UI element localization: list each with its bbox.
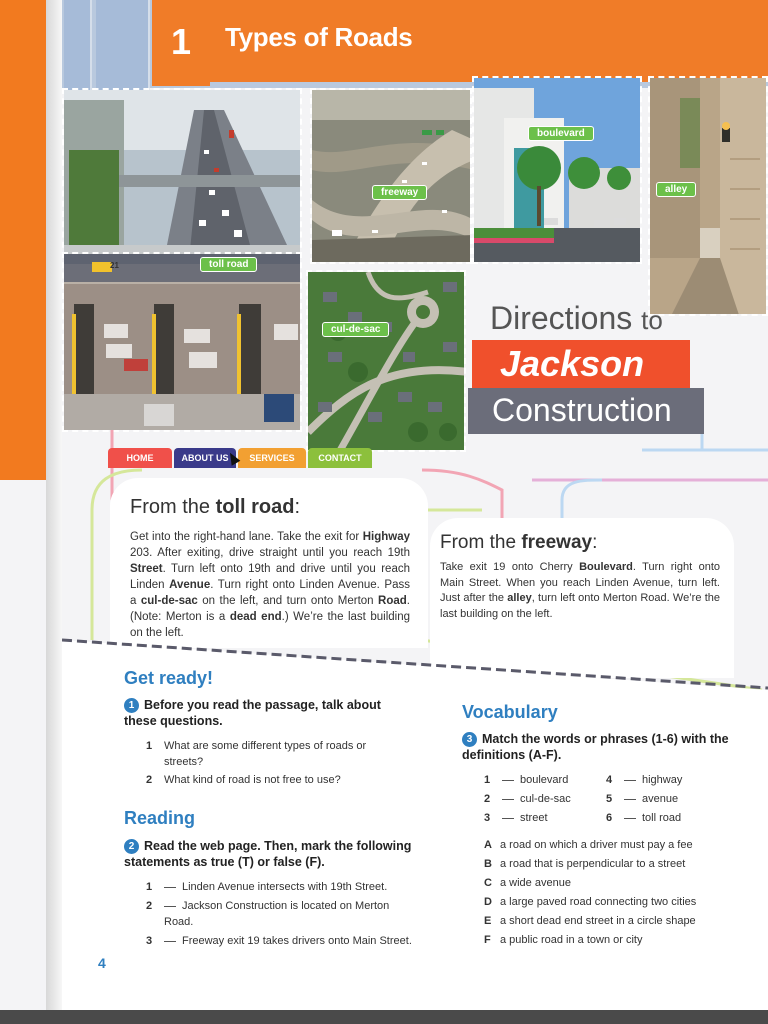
get-ready-item — [146, 738, 396, 770]
photo-highway — [62, 88, 302, 258]
answer-blank[interactable] — [164, 887, 176, 888]
word-number: 4 — [606, 774, 613, 786]
photo-freeway — [310, 88, 472, 264]
definition-text: a short dead end street in a circle shape — [500, 915, 696, 927]
answer-blank[interactable] — [624, 780, 636, 781]
heading-pre: From the — [440, 532, 517, 553]
photo-toll-booths — [62, 252, 302, 432]
definition-text: a road that is perpendicular to a street — [500, 858, 686, 870]
reading-item — [146, 933, 436, 949]
word-text: cul-de-sac — [520, 793, 571, 805]
directions-title-line1 — [490, 300, 663, 337]
nav-tab-about-us[interactable]: ABOUT US — [174, 448, 236, 468]
answer-blank[interactable] — [502, 818, 514, 819]
vocab-definition — [484, 913, 696, 929]
reading-title: Reading — [124, 808, 196, 828]
tag-alley: alley — [656, 182, 696, 197]
page-number: 4 — [98, 955, 106, 971]
freeway-heading — [440, 532, 720, 554]
get-ready-title: Get ready! — [124, 668, 214, 688]
toll-road-panel — [110, 478, 428, 648]
dashed-divider — [62, 630, 768, 700]
item-text: Freeway exit 19 takes drivers onto Main Street. — [182, 935, 412, 947]
directions-title-line2: Jackson — [500, 343, 645, 384]
definition-letter: F — [484, 934, 491, 946]
page-bottom-edge — [0, 1010, 768, 1024]
vocab-word — [484, 772, 594, 788]
directions-word: Directions — [490, 300, 633, 336]
item-text: Linden Avenue intersects with 19th Street. — [182, 881, 388, 893]
answer-blank[interactable] — [164, 906, 176, 907]
heading-post: : — [294, 496, 301, 518]
vocabulary-question — [462, 731, 752, 763]
keyword: Road — [378, 595, 407, 607]
vocab-word — [606, 772, 716, 788]
item-number: 1 — [146, 740, 153, 752]
page-gutter — [46, 0, 62, 1024]
vocab-definition — [484, 894, 696, 910]
sign-number: 21 — [110, 261, 119, 270]
keyword: Street — [130, 563, 163, 575]
answer-blank[interactable] — [502, 780, 514, 781]
unit-number: 1 — [152, 0, 210, 86]
definition-text: a large paved road connecting two cities — [500, 896, 697, 908]
word-text: avenue — [642, 793, 679, 805]
heading-post: : — [592, 532, 598, 553]
question-number: 3 — [462, 732, 477, 747]
question-text: Before you read the passage, talk about these questions. — [124, 698, 381, 728]
word-number: 2 — [484, 793, 491, 805]
answer-blank[interactable] — [624, 818, 636, 819]
definition-letter: D — [484, 896, 492, 908]
definition-letter: A — [484, 839, 492, 851]
nav-tab-home[interactable]: HOME — [108, 448, 172, 468]
tag-freeway: freeway — [372, 185, 427, 200]
word-text: highway — [642, 774, 683, 786]
definition-text: a public road in a town or city — [500, 934, 643, 946]
item-number: 2 — [146, 774, 153, 786]
keyword: Boulevard — [579, 561, 633, 573]
answer-blank[interactable] — [164, 941, 176, 942]
heading-pre: From the — [130, 496, 211, 518]
item-text: What kind of road is not free to use? — [164, 774, 341, 786]
word-number: 3 — [484, 812, 491, 824]
keyword: cul-de-sac — [140, 595, 198, 607]
keyword: alley — [507, 592, 532, 604]
orange-side-strip — [0, 0, 50, 480]
vocab-definition — [484, 856, 685, 872]
vocab-word — [606, 791, 716, 807]
nav-tab-contact[interactable]: CONTACT — [308, 448, 372, 468]
item-text: Jackson Construction is located on Merton Road. — [164, 900, 390, 928]
word-text: street — [520, 812, 548, 824]
vocab-definition — [484, 875, 571, 891]
freeway-directions: Take exit 19 onto Cherry Boulevard. Turn right onto Main Street. When you reach Linden Avenue, turn left. Just after the alley, turn left onto Merton Road. We’re the last building on the left. — [440, 561, 720, 620]
vocabulary-title: Vocabulary — [462, 702, 558, 722]
tag-toll-road: toll road — [200, 257, 257, 272]
nav-tab-services[interactable]: SERVICES — [238, 448, 306, 468]
get-ready-question — [124, 697, 404, 729]
definition-text: a wide avenue — [500, 877, 571, 889]
answer-blank[interactable] — [624, 799, 636, 800]
directions-title-line3: Construction — [492, 392, 672, 428]
item-number: 2 — [146, 900, 153, 912]
definition-text: a road on which a driver must pay a fee — [500, 839, 693, 851]
tag-boulevard: boulevard — [528, 126, 594, 141]
reading-item — [146, 879, 426, 895]
vocab-word — [606, 810, 716, 826]
toll-road-heading — [130, 496, 410, 519]
question-text: Match the words or phrases (1-6) with the definitions (A-F). — [462, 732, 729, 762]
tag-cul-de-sac: cul-de-sac — [322, 322, 389, 337]
word-text: toll road — [642, 812, 682, 824]
toll-road-directions: Get into the right-hand lane. Take the exit for Highway 203. After exiting, drive straight until you reach 19th Street. Turn left onto 19th and drive until you reach Linden Avenue. Turn right onto Linden Avenue. Pass a cul-de-sac on the left, and turn onto Merton Road. (Note: Merton is a dead end.) We’re the last building on the left. — [130, 531, 411, 639]
word-text: boulevard — [520, 774, 569, 786]
keyword: dead end — [229, 611, 282, 623]
vocab-word — [484, 791, 594, 807]
word-number: 6 — [606, 812, 613, 824]
definition-letter: C — [484, 877, 492, 889]
vocab-definition — [484, 837, 693, 853]
word-number: 5 — [606, 793, 613, 805]
photo-boulevard — [472, 76, 642, 264]
to-word: to — [641, 305, 663, 335]
vocab-definition — [484, 932, 642, 948]
question-number: 1 — [124, 698, 139, 713]
get-ready-item — [146, 772, 396, 788]
item-text: What are some different types of roads or streets? — [164, 740, 367, 768]
vocab-word — [484, 810, 594, 826]
reading-question — [124, 838, 414, 870]
question-text: Read the web page. Then, mark the following statements as true (T) or false (F). — [124, 839, 412, 869]
item-number: 3 — [146, 935, 153, 947]
definition-letter: B — [484, 858, 492, 870]
heading-bold: freeway — [521, 532, 593, 553]
item-number: 1 — [146, 881, 153, 893]
question-number: 2 — [124, 839, 139, 854]
keyword: Highway — [362, 531, 410, 543]
reading-item — [146, 898, 416, 930]
definition-letter: E — [484, 915, 492, 927]
unit-title: Types of Roads — [225, 22, 413, 52]
keyword: Avenue — [169, 579, 211, 591]
answer-blank[interactable] — [502, 799, 514, 800]
word-number: 1 — [484, 774, 491, 786]
heading-bold: toll road — [215, 496, 295, 518]
